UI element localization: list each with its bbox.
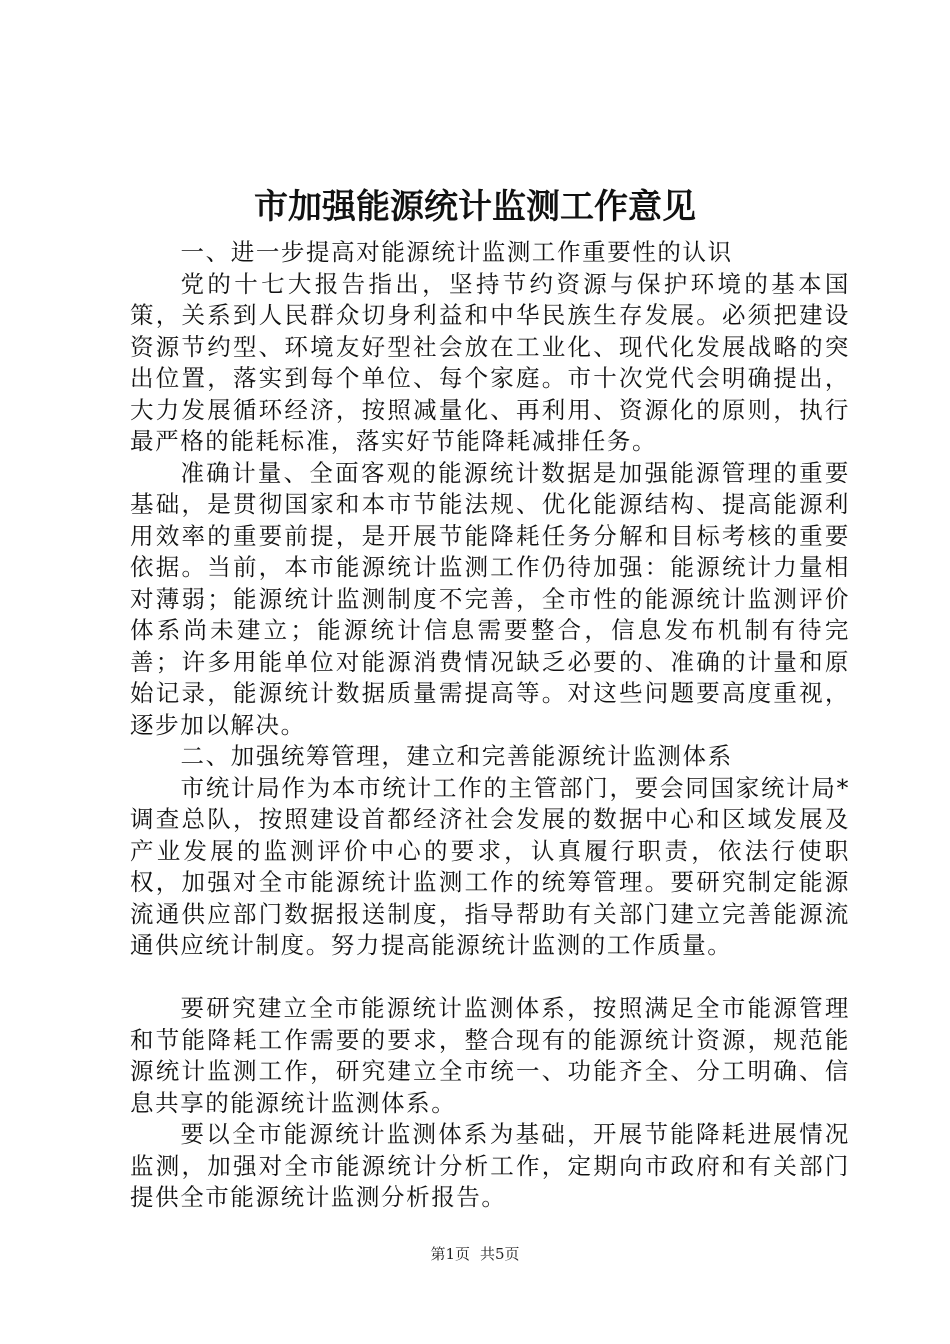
body-paragraph: 要研究建立全市能源统计监测体系，按照满足全市能源管理和节能降耗工作需要的要求，整合现有的能源统计资源，规范能源统计监测工作，研究建立全市统一、功能齐全、分工明确、信息共享的能源统计监测体系。 <box>130 994 850 1117</box>
body-paragraph: 市统计局作为本市统计工作的主管部门，要会同国家统计局*调查总队，按照建设首都经济社会发展的数据中心和区域发展及产业发展的监测评价中心的要求，认真履行职责，依法行使职权，加强对全市能源统计监测工作的统筹管理。要研究制定能源流通供应部门数据报送制度，指导帮助有关部门建立完善能源流通供应统计制度。努力提高能源统计监测的工作质量。 <box>130 773 850 959</box>
body-paragraph: 党的十七大报告指出，坚持节约资源与保护环境的基本国策，关系到人民群众切身利益和中华民族生存发展。必须把建设资源节约型、环境友好型社会放在工业化、现代化发展战略的突出位置，落实到每个单位、每个家庭。市十次党代会明确提出，大力发展循环经济，按照减量化、再利用、资源化的原则，执行最严格的能耗标准，落实好节能降耗减排任务。 <box>130 269 850 455</box>
section-heading-2: 二、加强统筹管理，建立和完善能源统计监测体系 <box>180 742 733 770</box>
body-paragraph: 要以全市能源统计监测体系为基础，开展节能降耗进展情况监测，加强对全市能源统计分析工作，定期向市政府和有关部门提供全市能源统计监测分析报告。 <box>130 1120 850 1211</box>
section-heading-1: 一、进一步提高对能源统计监测工作重要性的认识 <box>180 238 733 266</box>
page-number: 第1页 <box>430 1245 470 1263</box>
document-body <box>130 237 850 1214</box>
page-total: 共5页 <box>480 1245 520 1263</box>
page-footer <box>0 1244 950 1264</box>
body-paragraph: 准确计量、全面客观的能源统计数据是加强能源管理的重要基础，是贯彻国家和本市节能法规、优化能源结构、提高能源利用效率的重要前提，是开展节能降耗任务分解和目标考核的重要依据。当前，本市能源统计监测工作仍待加强：能源统计力量相对薄弱；能源统计监测制度不完善，全市性的能源统计监测评价体系尚未建立；能源统计信息需要整合，信息发布机制有待完善；许多用能单位对能源消费情况缺乏必要的、准确的计量和原始记录，能源统计数据质量需提高等。对这些问题要高度重视，逐步加以解决。 <box>130 458 850 739</box>
document-title: 市加强能源统计监测工作意见 <box>254 187 696 227</box>
